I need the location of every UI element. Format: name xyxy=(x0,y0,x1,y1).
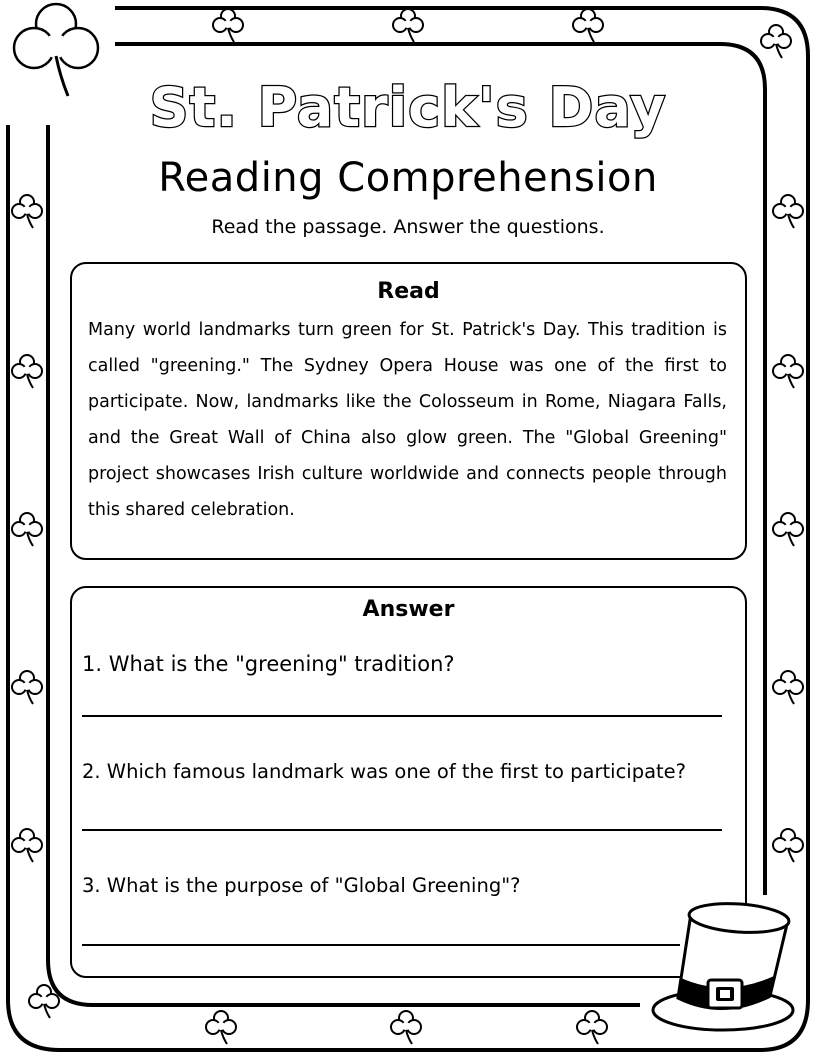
question-3: 3. What is the purpose of "Global Greening"? xyxy=(82,874,521,897)
question-2: 2. Which famous landmark was one of the first to participate? xyxy=(82,760,687,783)
answer-heading: Answer xyxy=(362,597,455,622)
answer-line-2[interactable] xyxy=(82,829,722,831)
leprechaun-hat-icon xyxy=(648,898,798,1038)
page-subtitle: Reading Comprehension xyxy=(158,155,658,201)
question-1: 1. What is the "greening" tradition? xyxy=(82,652,455,676)
page-title: St. Patrick's Day xyxy=(149,76,667,139)
read-heading: Read xyxy=(377,279,440,304)
answer-section xyxy=(70,586,747,978)
instructions-text: Read the passage. Answer the questions. xyxy=(211,216,605,238)
read-section xyxy=(70,262,747,560)
answer-line-3[interactable] xyxy=(82,944,680,946)
answer-line-1[interactable] xyxy=(82,715,722,717)
reading-passage: Many world landmarks turn green for St. Patrick's Day. This tradition is called "greening." The Sydney Opera House was one of the first to participate. Now, landmarks like the Colosseum in Rome, Niagara Falls, and the Great Wall of China also glow green. The "Global Greening" project showcases Irish culture worldwide and connects people through this shared celebration. xyxy=(88,320,727,520)
